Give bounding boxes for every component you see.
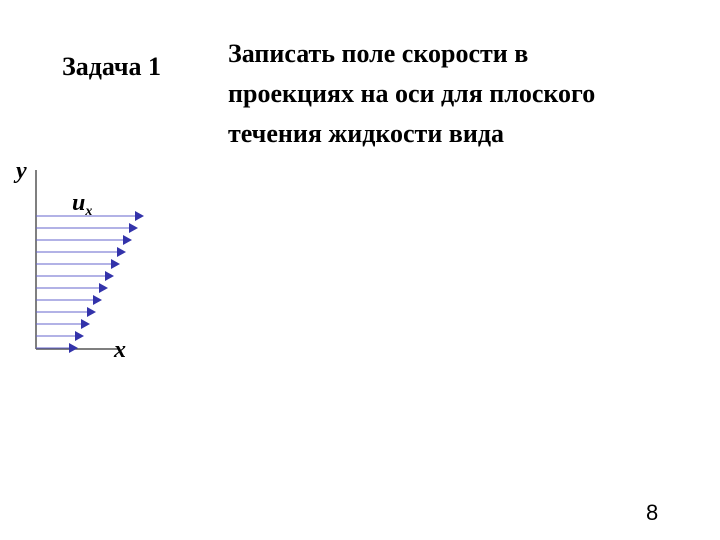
task-text <box>228 34 708 154</box>
velocity-arrow-head <box>75 331 84 341</box>
velocity-arrows <box>36 211 144 353</box>
velocity-arrow-head <box>81 319 90 329</box>
velocity-arrow-head <box>93 295 102 305</box>
velocity-symbol: u <box>72 190 86 216</box>
velocity-arrow-head <box>117 247 126 257</box>
velocity-arrow-head <box>105 271 114 281</box>
velocity-arrow-head <box>99 283 108 293</box>
velocity-subscript: x <box>85 204 93 219</box>
velocity-arrow-head <box>87 307 96 317</box>
y-axis-label: y <box>16 158 27 184</box>
velocity-arrow-head <box>69 343 78 353</box>
task-title: Задача 1 <box>62 52 161 81</box>
task-text-line: проекциях на оси для плоского <box>228 79 596 108</box>
x-axis-label: x <box>114 337 126 363</box>
velocity-profile-diagram <box>0 150 200 370</box>
velocity-arrow-head <box>111 259 120 269</box>
velocity-arrow-head <box>123 235 132 245</box>
velocity-arrow-head <box>135 211 144 221</box>
velocity-label <box>72 190 92 219</box>
velocity-arrow-head <box>129 223 138 233</box>
page-number: 8 <box>646 500 659 525</box>
task-text-line: течения жидкости вида <box>228 119 504 148</box>
task-text-line: Записать поле скорости в <box>228 39 529 68</box>
